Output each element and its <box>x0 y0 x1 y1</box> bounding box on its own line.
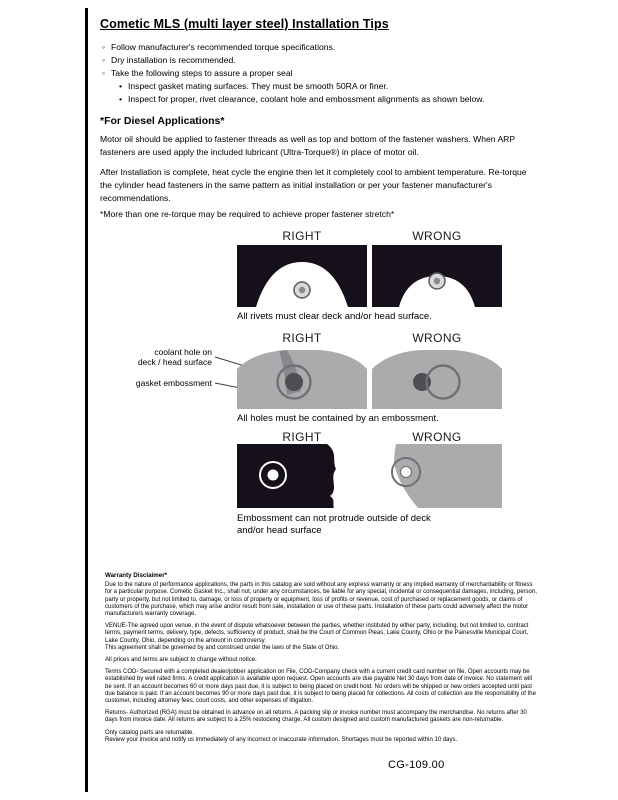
diesel-paragraph-2: After Installation is complete, heat cycle the engine then let it completely cool to ambient temperature. Re-torque the cylinder head fasteners in the same pattern as initial installation or per your fastener manufacturer's recommendations. <box>100 167 527 203</box>
right-column-label: RIGHT <box>282 229 322 243</box>
coolant-hole-callout <box>112 347 212 367</box>
warranty-paragraph: Terms COD- Secured with a completed dealer/jobber application on File, COD-Company check with a current credit card number on file. Open accounts may be established by well rated firms. A credit application is available upon request. Open accounts are due payable Net 30 days from date of invoice. No statement will be sent. If an account becomes 60 or more days past due, it is subject to being placed on credit hold. No orders will be shipped or new orders accepted until past due balance is paid. If an account becomes 90 or more days past due, it is subject to being placed for collections. All costs of collection are the responsibility of the customer, including attorney fees, court costs, and other expenses of litigation. <box>105 669 536 705</box>
diagram-hole-right <box>237 345 367 409</box>
diagram-rivet-wrong <box>372 245 502 307</box>
wrong-column-label: WRONG <box>412 229 462 243</box>
rivet-core-icon <box>434 278 440 284</box>
tip-text: Take the following steps to assure a proper seal <box>111 68 293 78</box>
wrong-column-label: WRONG <box>412 331 462 345</box>
bullet-marker: ◦ <box>102 68 106 78</box>
tip-text: Follow manufacturer's recommended torque specifications. <box>111 42 336 52</box>
installation-tips-list <box>102 41 484 106</box>
coolant-hole-shape <box>285 373 303 391</box>
page-title: Cometic MLS (multi layer steel) Installation Tips <box>100 17 389 31</box>
document-number: CG-109.00 <box>388 759 445 771</box>
warranty-paragraph: This agreement shall be governed by and construed under the laws of the State of Ohio. <box>105 644 340 651</box>
sub-bullet-marker: • <box>119 81 123 91</box>
tip-item <box>102 41 484 54</box>
callout-text: deck / head surface <box>137 357 212 367</box>
warranty-paragraph: All prices and terms are subject to change without notice. <box>105 657 257 664</box>
diagram-embossment-right <box>237 444 367 508</box>
hole-shape <box>268 470 279 481</box>
deck-surface-shape <box>372 350 502 409</box>
callout-text: coolant hole on <box>154 347 212 357</box>
retorque-note: *More than one re-torque may be required to achieve proper fastener stretch* <box>100 209 395 219</box>
hole-caption: All holes must be contained by an embossment. <box>237 413 439 424</box>
warranty-disclaimer <box>105 572 537 749</box>
diagram-embossment-wrong <box>372 444 502 508</box>
tip-item <box>102 54 484 67</box>
rivet-core-icon <box>299 287 305 293</box>
bullet-marker: ◦ <box>102 55 106 65</box>
hole-shape <box>401 467 412 478</box>
caption-line: Embossment can not protrude outside of deck <box>237 513 431 524</box>
warranty-heading: Warranty Disclaimer* <box>105 572 168 579</box>
warranty-paragraph: Review your invoice and notify us immediately of any incorrect or inaccurate information. Shortages must be reported within 10 days. <box>105 736 458 743</box>
warranty-paragraph: VENUE-The agreed upon venue, in the event of dispute whatsoever between the parties, whether instituted by either party, including, but not limited to, contract terms, payment terms, delivery, type, defects, sufficiency of product, shall be the Court of Common Pleas, Lake County, Ohio or the Painesville Municipal Court, Lake County, Ohio, depending on the amount in controversy. <box>105 623 529 644</box>
tip-item <box>102 67 484 80</box>
right-column-label: RIGHT <box>282 430 322 444</box>
tip-sub-item <box>119 80 484 93</box>
tip-sub-item <box>119 93 484 106</box>
embossment-caption <box>237 513 431 537</box>
diagram-rivet-right <box>237 245 367 307</box>
warranty-paragraph: Only catalog parts are returnable. <box>105 729 195 736</box>
caption-line: and/or head surface <box>237 525 322 536</box>
tip-text: Dry installation is recommended. <box>111 55 236 65</box>
right-column-label: RIGHT <box>282 331 322 345</box>
rivet-caption: All rivets must clear deck and/or head surface. <box>237 311 432 322</box>
diesel-paragraph-1: Motor oil should be applied to fastener threads as well as top and bottom of the fastener washers. When ARP fasteners are used apply the included lubricant (Ultra-Torque®) in place of motor oil. <box>100 134 515 157</box>
diagram-hole-wrong <box>372 345 502 409</box>
tip-text: Inspect gasket mating surfaces. They must be smooth 50RA or finer. <box>128 81 389 91</box>
bullet-marker: ◦ <box>102 42 106 52</box>
warranty-paragraph: Due to the nature of performance applications, the parts in this catalog are sold without any express warranty or any implied warranty of merchantability or fitness for a particular purpose. Cometic Gasket Inc., shall not, under any circumstances, be liable for any special, incidental or consequential damages, including, person, party or property, but not limited to, damage, or loss of property or equipment, loss of profits or revenue, cost of purchased or replacement goods, or claims of customers of the purchase, which may arise and/or result from sale, installation or use of these parts. Installation of these parts could adversely affect the motor manufacturers warranty coverage. <box>105 582 537 618</box>
tip-text: Inspect for proper, rivet clearance, coolant hole and embossment alignments as shown below. <box>128 94 485 104</box>
sub-bullet-marker: • <box>119 94 123 104</box>
diesel-applications-heading: *For Diesel Applications* <box>100 115 225 127</box>
warranty-paragraph: Returns- Authorized (RGA) must be obtained in advance on all returns. A packing slip or invoice number must accompany the merchandise. No returns after 30 days from invoice date. All returns are subject to a 25% restocking charge. All custom designed and custom manufactured gaskets are non-returnable. <box>105 710 527 724</box>
gasket-embossment-callout: gasket embossment <box>135 378 212 388</box>
left-margin-rule <box>85 8 88 792</box>
wrong-column-label: WRONG <box>412 430 462 444</box>
